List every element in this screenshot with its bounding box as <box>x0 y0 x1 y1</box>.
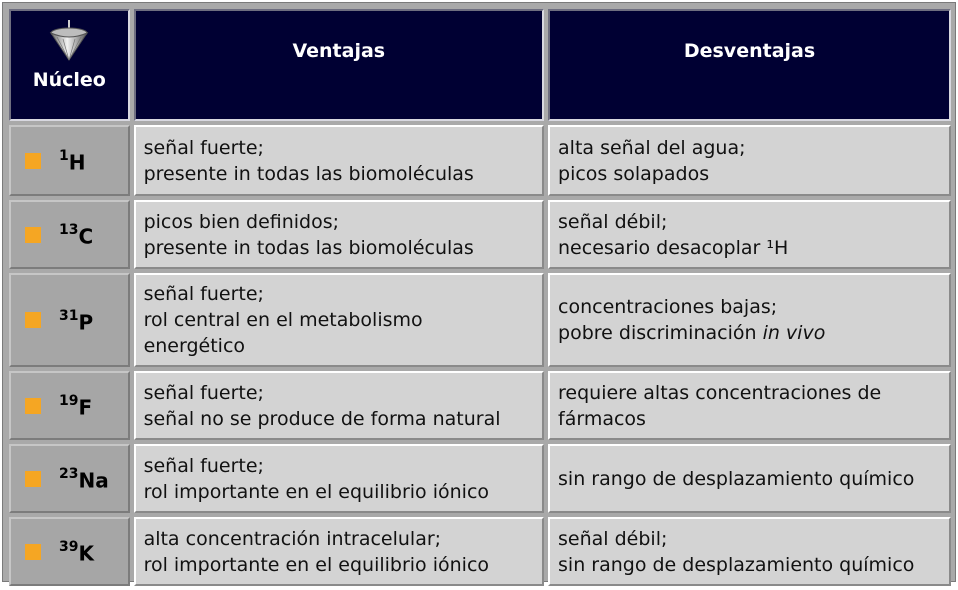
nucleus-label: $^{39}$K <box>59 539 94 566</box>
table-row <box>9 200 951 269</box>
ventajas-cell: señal fuerte; rol central en el metabolismo energético <box>134 273 544 367</box>
desventajas-cell: requiere altas concentraciones de fármacos <box>548 371 951 440</box>
desventajas-cell: concentraciones bajas; pobre discriminación in vivo <box>548 273 951 367</box>
bullet-square-icon <box>25 398 41 414</box>
bullet-square-icon <box>25 471 41 487</box>
header-nucleo-label: Núcleo <box>32 69 106 91</box>
bullet-square-icon <box>25 227 41 243</box>
ventajas-cell: alta concentración intracelular; rol importante en el equilibrio iónico <box>134 517 544 586</box>
table-row <box>9 273 951 367</box>
nucleus-cell <box>9 371 130 440</box>
nmr-nuclei-table <box>5 5 955 590</box>
nucleus-cell <box>9 444 130 513</box>
nucleus-cell <box>9 517 130 586</box>
ventajas-cell: picos bien definidos; presente in todas las biomoléculas <box>134 200 544 269</box>
bullet-square-icon <box>25 153 41 169</box>
nucleus-cell <box>9 200 130 269</box>
header-ventajas: Ventajas <box>134 9 544 121</box>
table-row <box>9 125 951 196</box>
nucleus-label: $^{31}$P <box>59 307 94 335</box>
nucleus-label: $^{23}$Na <box>59 466 109 493</box>
spinning-top-icon <box>49 19 89 61</box>
bullet-square-icon <box>25 544 41 560</box>
desventajas-cell: alta señal del agua; picos solapados <box>548 125 951 196</box>
header-desventajas: Desventajas <box>548 9 951 121</box>
table-frame <box>2 2 956 582</box>
nucleus-label: $^1$H <box>59 148 86 175</box>
nucleus-cell <box>9 273 130 367</box>
table-row <box>9 444 951 513</box>
table-row <box>9 517 951 586</box>
header-nucleo <box>9 9 130 121</box>
header-row <box>9 9 951 121</box>
desventajas-cell: sin rango de desplazamiento químico <box>548 444 951 513</box>
ventajas-cell: señal fuerte; presente in todas las biomoléculas <box>134 125 544 196</box>
ventajas-cell: señal fuerte; rol importante en el equilibrio iónico <box>134 444 544 513</box>
bullet-square-icon <box>25 312 41 328</box>
table-row <box>9 371 951 440</box>
nucleus-label: $^{19}$F <box>59 393 93 420</box>
nucleus-label: $^{13}$C <box>59 222 94 249</box>
nucleus-cell <box>9 125 130 196</box>
desventajas-cell: señal débil; necesario desacoplar ¹H <box>548 200 951 269</box>
desventajas-cell: señal débil; sin rango de desplazamiento químico <box>548 517 951 586</box>
ventajas-cell: señal fuerte; señal no se produce de forma natural <box>134 371 544 440</box>
